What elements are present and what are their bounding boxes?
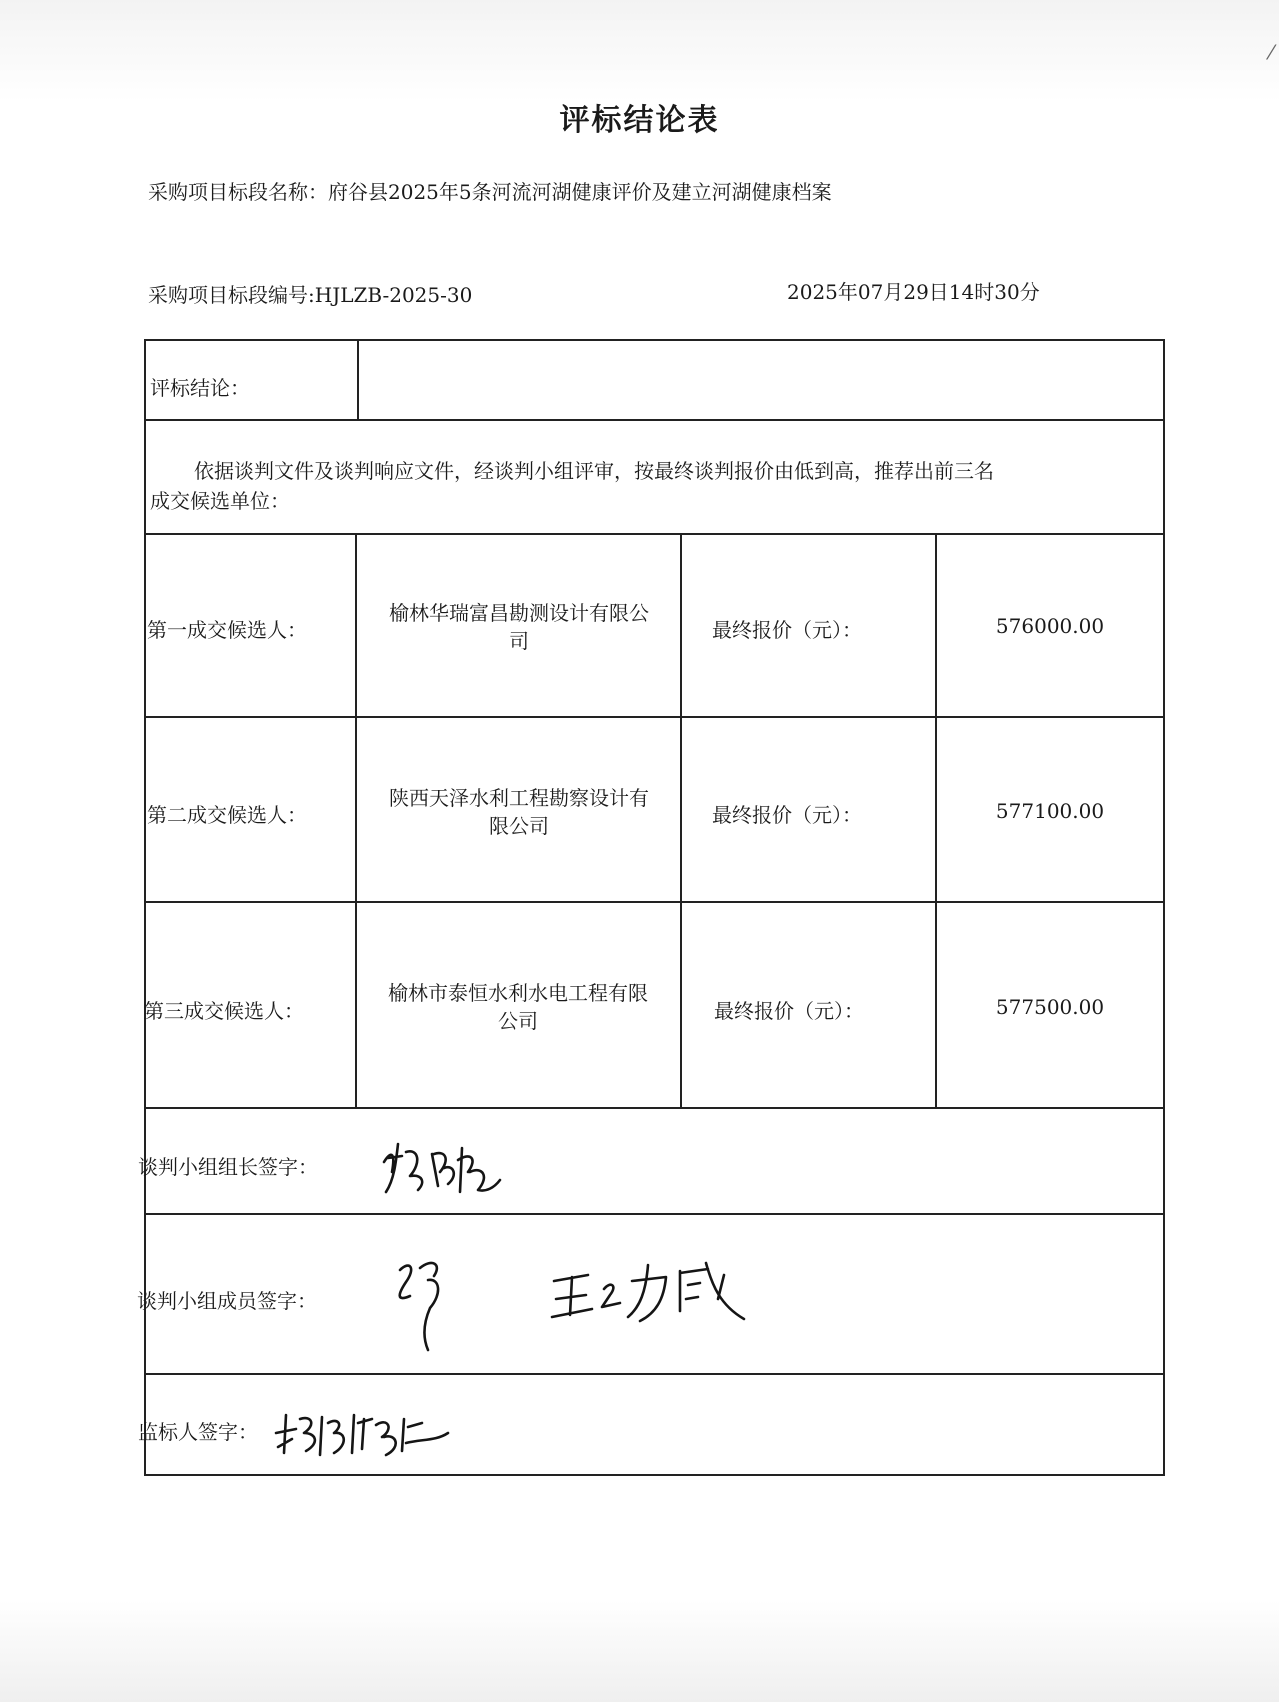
- column-divider: [355, 533, 357, 1107]
- candidate-1-company: [360, 599, 678, 655]
- project-code-line: [148, 279, 472, 308]
- project-code-label: 采购项目标段编号:: [148, 283, 315, 307]
- candidate-1-rank-label: 第一成交候选人：: [147, 618, 307, 642]
- project-name-label: 采购项目标段名称：: [148, 180, 328, 204]
- row-divider: [144, 1373, 1165, 1375]
- conclusion-text-line2: 成交候选单位：: [150, 489, 290, 513]
- member-2-signature-icon: [548, 1255, 748, 1335]
- members-sign-label: 谈判小组成员签字：: [137, 1289, 317, 1313]
- document-title: 评标结论表: [559, 103, 720, 138]
- row-divider: [144, 901, 1165, 903]
- candidate-2-company-line1: 陕西天泽水利工程勘察设计有: [389, 786, 649, 810]
- supervisor-signature-icon: [272, 1403, 452, 1463]
- column-divider: [357, 339, 359, 419]
- project-name-line: [148, 176, 832, 205]
- candidate-2-price-label: 最终报价（元）：: [712, 803, 862, 827]
- edge-mark: ⁄: [1269, 40, 1273, 64]
- candidate-1-company-line2: 司: [509, 629, 529, 653]
- candidate-1-company-line1: 榆林华瑞富昌勘测设计有限公: [389, 601, 649, 625]
- candidate-3-company-line1: 榆林市泰恒水利水电工程有限: [388, 981, 648, 1005]
- row-divider: [144, 419, 1165, 421]
- conclusion-label: 评标结论：: [150, 376, 250, 400]
- row-divider: [144, 716, 1165, 718]
- document-datetime: 2025年07月29日14时30分: [787, 280, 1040, 304]
- candidate-1-price: 576000.00: [995, 614, 1105, 638]
- row-divider: [144, 533, 1165, 535]
- candidate-3-price-label: 最终报价（元）：: [714, 999, 864, 1023]
- conclusion-text-line1: 依据谈判文件及谈判响应文件，经谈判小组评审，按最终谈判报价由低到高，推荐出前三名: [194, 459, 994, 483]
- row-divider: [144, 1213, 1165, 1215]
- leader-signature-icon: [378, 1132, 508, 1202]
- project-code-value: HJLZB-2025-30: [314, 283, 473, 307]
- candidate-3-rank-label: 第三成交候选人：: [144, 999, 304, 1023]
- candidate-2-rank-label: 第二成交候选人：: [147, 803, 307, 827]
- candidate-3-company: [358, 979, 678, 1035]
- candidate-2-company-line2: 限公司: [489, 814, 549, 838]
- leader-sign-label: 谈判小组组长签字：: [138, 1155, 318, 1179]
- project-name-value: 府谷县2025年5条河流河湖健康评价及建立河湖健康档案: [328, 180, 832, 204]
- candidate-3-company-line2: 公司: [498, 1009, 538, 1033]
- candidate-2-company: [360, 784, 678, 840]
- row-divider: [144, 1107, 1165, 1109]
- candidate-1-price-label: 最终报价（元）：: [712, 618, 862, 642]
- candidate-2-price: 577100.00: [995, 799, 1105, 823]
- supervisor-sign-label: 监标人签字：: [138, 1420, 258, 1444]
- member-1-signature-icon: [380, 1250, 470, 1360]
- candidate-3-price: 577500.00: [995, 995, 1105, 1019]
- column-divider: [680, 533, 682, 1107]
